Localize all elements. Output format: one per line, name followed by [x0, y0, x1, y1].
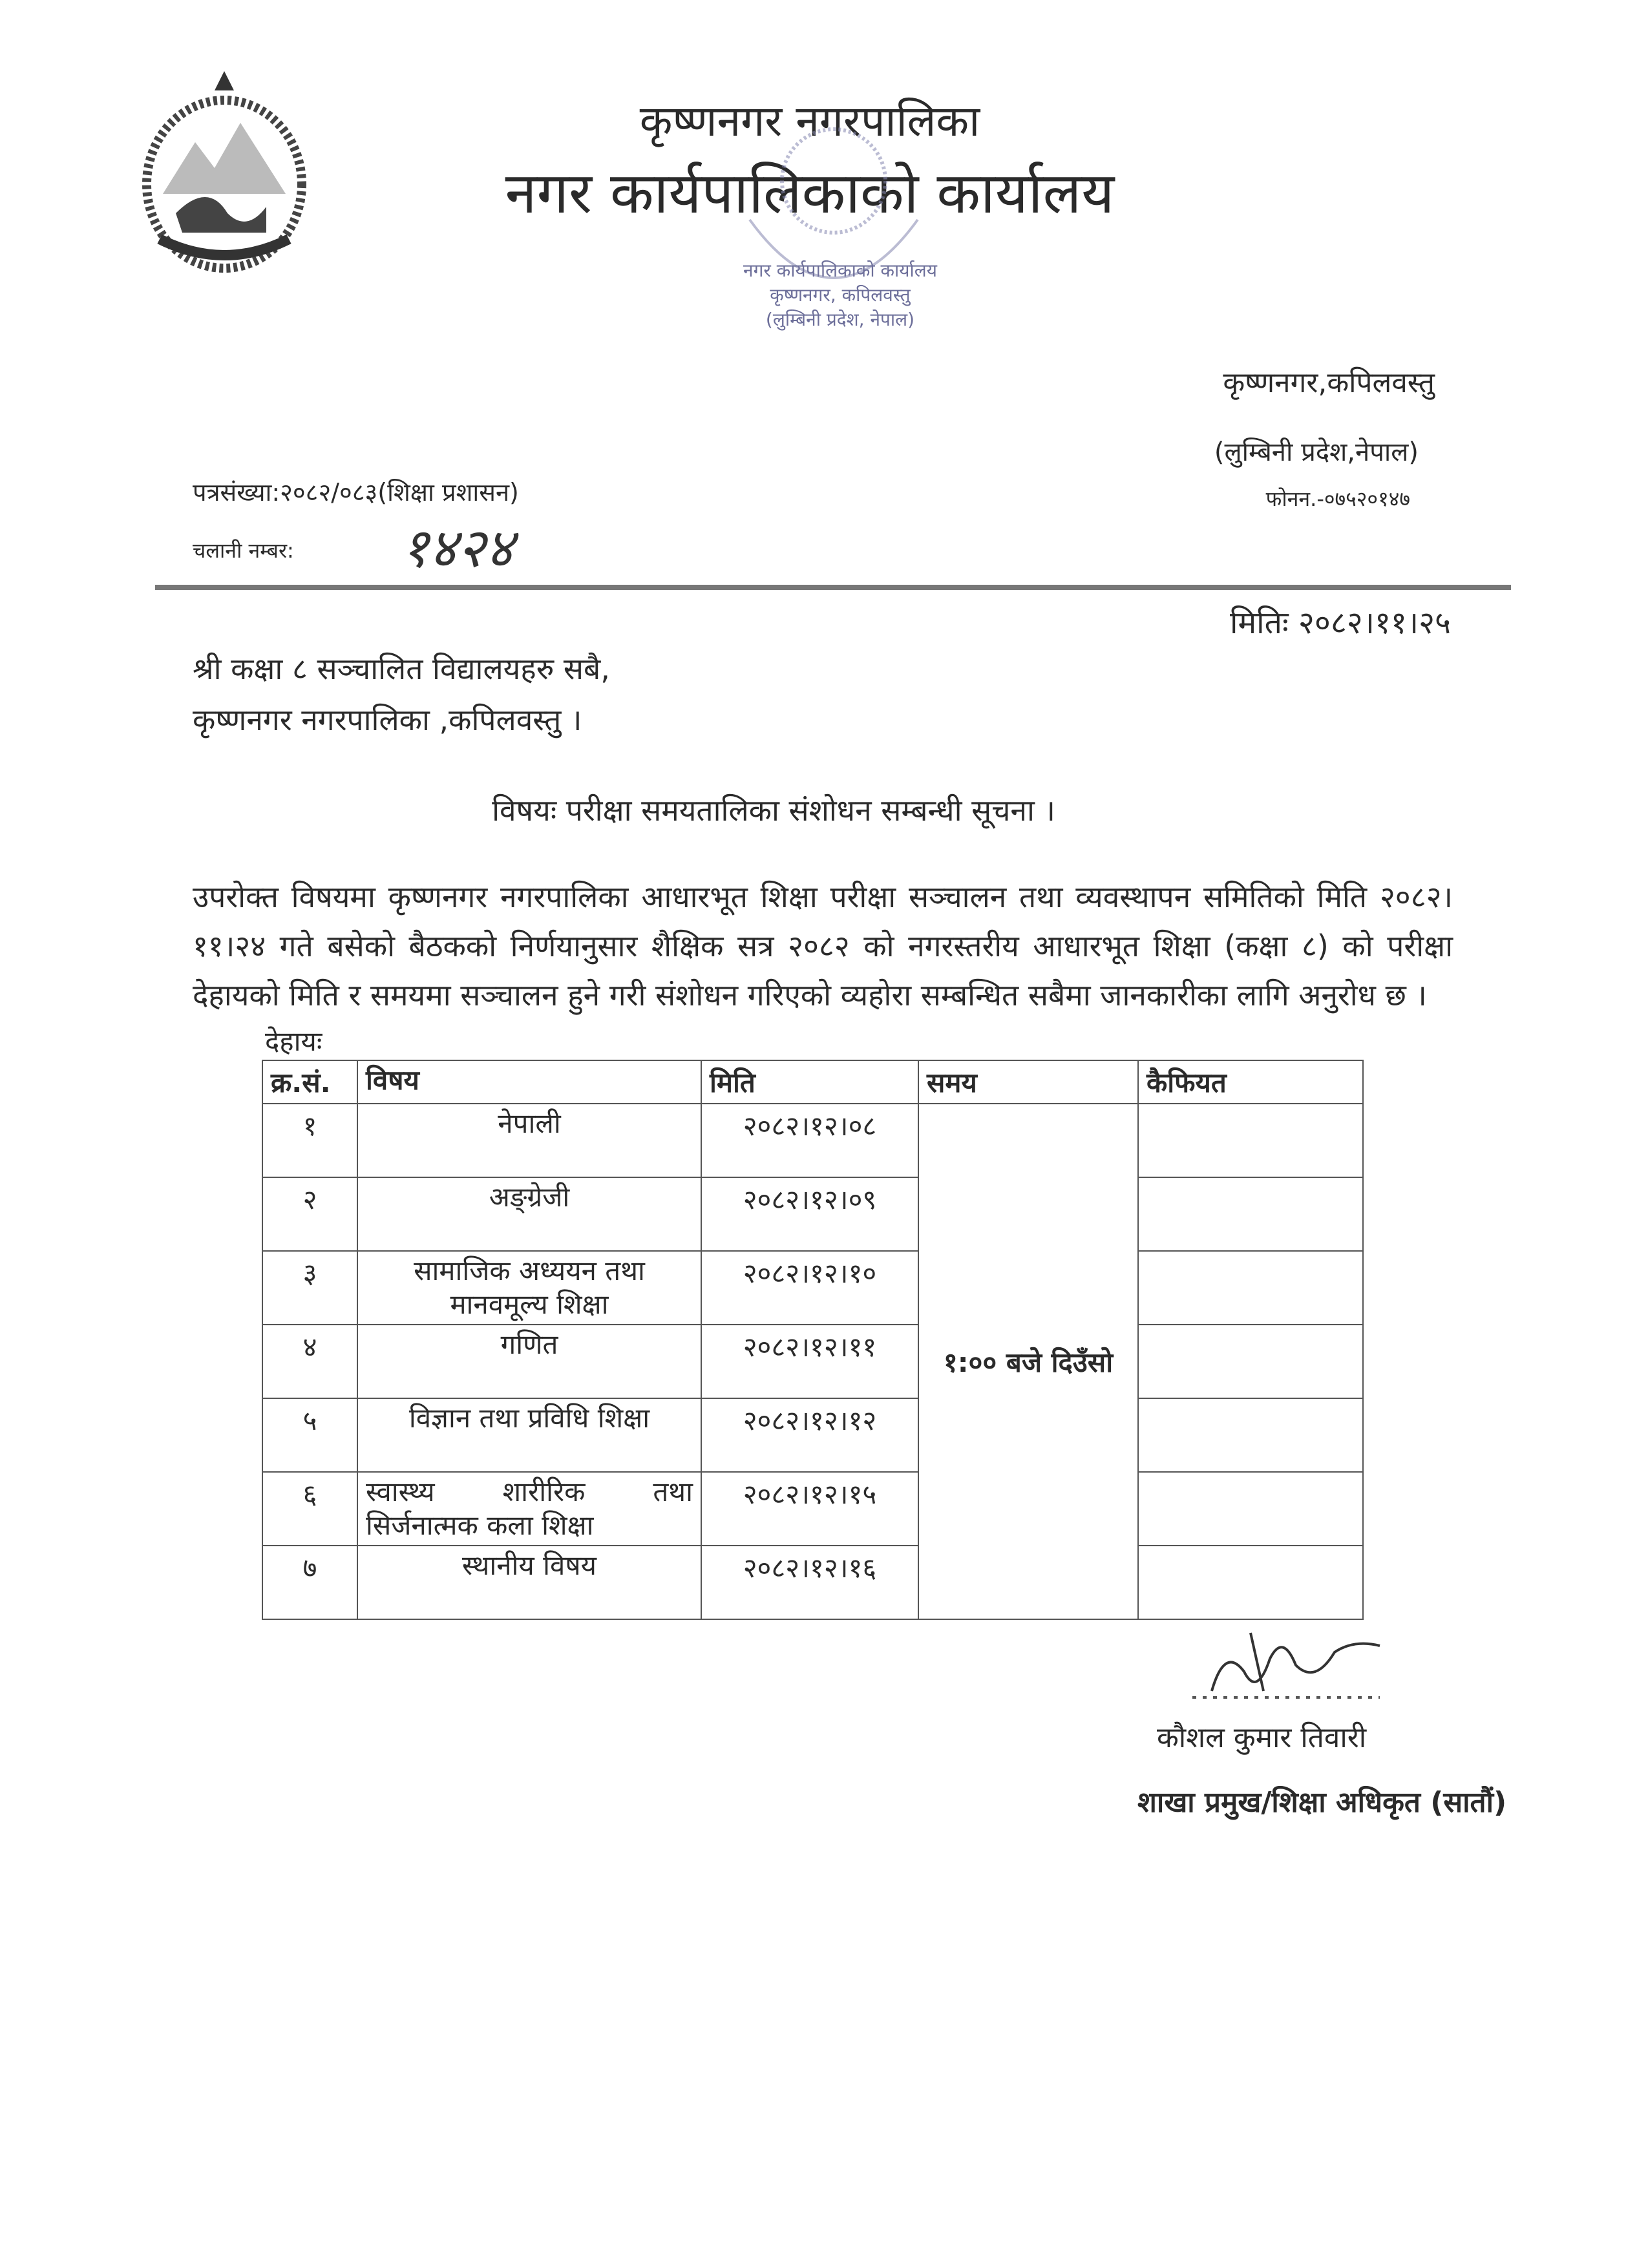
table-row: [262, 1472, 1363, 1546]
cell-sn: ७: [262, 1546, 357, 1619]
cell-remarks: [1138, 1177, 1363, 1251]
cell-remarks: [1138, 1398, 1363, 1472]
table-row: [262, 1251, 1363, 1325]
cell-subject: गणित: [357, 1325, 701, 1398]
stamp-line: कृष्णनगर, कपिलवस्तु: [770, 284, 911, 306]
header-date: मिति: [701, 1060, 918, 1104]
signatory-name: कौशल कुमार तिवारी: [1157, 1721, 1367, 1754]
letter-number: पत्रसंख्या:२०८२/०८३(शिक्षा प्रशासन): [193, 478, 519, 507]
body-paragraph: उपरोक्त विषयमा कृष्णनगर नगरपालिका आधारभूत शिक्षा परीक्षा सञ्चालन तथा व्यवस्थापन समितिको मिति २०८२।११।२४ गते बसेको बैठकको निर्णयानुसार शैक्षिक सत्र २०८२ को नगरस्तरीय आधारभूत शिक्षा (कक्षा ८) को परीक्षा देहायको मिति र समयमा सञ्चालन हुने गरी संशोधन गरिएको व्यहोरा सम्बन्धित सबैमा जानकारीका लागि अनुरोध छ ।: [193, 879, 1453, 1013]
header-divider: [155, 585, 1511, 590]
cell-remarks: [1138, 1251, 1363, 1325]
letter-body: [193, 872, 1507, 1820]
signatory-title: शाखा प्रमुख/शिक्षा अधिकृत (सातौं): [1137, 1786, 1507, 1819]
signature: [1186, 1620, 1406, 1710]
cell-subject: सामाजिक अध्ययन तथा मानवमूल्य शिक्षा: [357, 1251, 701, 1325]
cell-date: २०८२।१२।१६: [701, 1546, 918, 1619]
cell-date: २०८२।१२।११: [701, 1325, 918, 1398]
table-row: [262, 1177, 1363, 1251]
office-province: (लुम्बिनी प्रदेश,नेपाल): [1214, 437, 1419, 467]
cell-sn: १: [262, 1104, 357, 1177]
table-row: [262, 1398, 1363, 1472]
table-row: [262, 1104, 1363, 1177]
office-phone: फोनन.-०७५२०१४७: [1265, 487, 1410, 511]
cell-sn: २: [262, 1177, 357, 1251]
cell-subject: अङ्ग्रेजी: [357, 1177, 701, 1251]
cell-time: १:०० बजे दिउँसो: [918, 1104, 1138, 1619]
cell-subject: नेपाली: [357, 1104, 701, 1177]
office-address: कृष्णनगर,कपिलवस्तु: [1223, 366, 1435, 399]
cell-sn: ५: [262, 1398, 357, 1472]
exam-schedule-table: [262, 1060, 1364, 1620]
header-time: समय: [918, 1060, 1138, 1104]
cell-date: २०८२।१२।१२: [701, 1398, 918, 1472]
cell-remarks: [1138, 1546, 1363, 1619]
stamp-line: (लुम्बिनी प्रदेश, नेपाल): [765, 309, 915, 330]
recipient-line-2: कृष्णनगर नगरपालिका ,कपिलवस्तु ।: [193, 702, 582, 737]
header-subject: विषय: [357, 1060, 701, 1104]
cell-sn: ३: [262, 1251, 357, 1325]
dispatch-label: चलानी नम्बर:: [193, 538, 294, 563]
stamp-text: [717, 258, 963, 332]
cell-date: २०८२।१२।१५: [701, 1472, 918, 1546]
table-header-row: [262, 1060, 1363, 1104]
letter-date: मितिः २०८२।११।२५: [1230, 605, 1451, 641]
cell-date: २०८२।१२।०९: [701, 1177, 918, 1251]
subject-line: विषयः परीक्षा समयतालिका संशोधन सम्बन्धी सूचना ।: [492, 793, 1055, 828]
header-remarks: कैफियत: [1138, 1060, 1363, 1104]
cell-subject: स्थानीय विषय: [357, 1546, 701, 1619]
municipality-name: कृष्णनगर नगरपालिका: [639, 96, 980, 146]
cell-subject: स्वास्थ्य शारीरिक तथा सिर्जनात्मक कला शिक्षा: [357, 1472, 701, 1546]
office-name: नगर कार्यपालिकाको कार्यालय: [505, 160, 1115, 226]
signature-block: [1137, 1620, 1507, 1820]
header-sn: क्र.सं.: [262, 1060, 357, 1104]
cell-subject: विज्ञान तथा प्रविधि शिक्षा: [357, 1398, 701, 1472]
dispatch-number: १४२४: [401, 516, 514, 580]
cell-remarks: [1138, 1472, 1363, 1546]
stamp-line: नगर कार्यपालिकाको कार्यालय: [743, 260, 937, 281]
cell-remarks: [1138, 1325, 1363, 1398]
cell-sn: ४: [262, 1325, 357, 1398]
table-row: [262, 1546, 1363, 1619]
table-row: [262, 1325, 1363, 1398]
cell-date: २०८२।१२।०८: [701, 1104, 918, 1177]
cell-remarks: [1138, 1104, 1363, 1177]
cell-date: २०८२।१२।१०: [701, 1251, 918, 1325]
cell-sn: ६: [262, 1472, 357, 1546]
recipient-line-1: श्री कक्षा ८ सञ्चालित विद्यालयहरु सबै,: [193, 651, 610, 686]
table-intro: देहायः: [265, 1025, 322, 1057]
